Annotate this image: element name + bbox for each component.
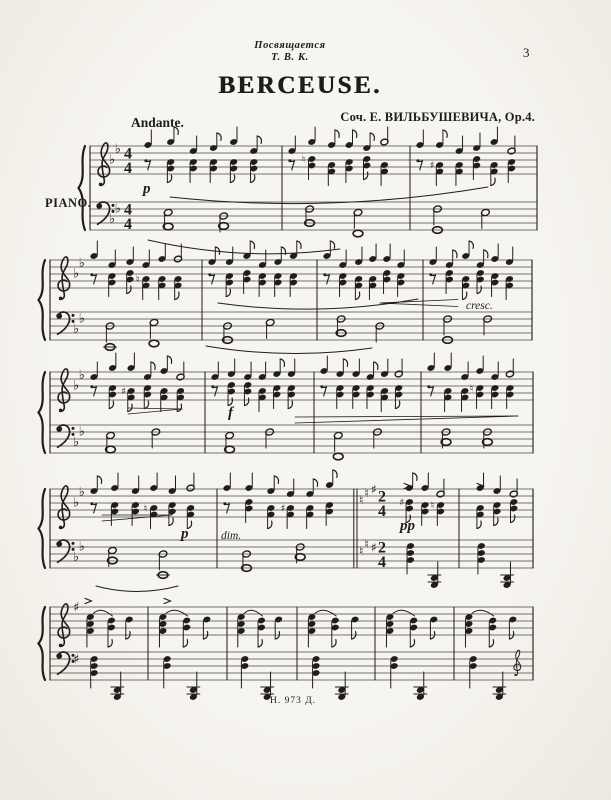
svg-text:♮: ♮ [359,544,364,558]
piano-label: PIANO. [45,196,92,210]
svg-text:♮: ♮ [364,486,369,500]
svg-text:cresc.: cresc. [466,300,493,312]
svg-text:♮: ♮ [469,383,474,395]
svg-text:♮: ♮ [136,274,140,286]
svg-text:♯: ♯ [371,482,377,497]
svg-text:♭: ♭ [78,368,85,383]
svg-text:♭: ♭ [73,435,80,450]
plate-number: Н. 973 Д. [269,696,317,706]
svg-text:dim.: dim. [221,530,242,542]
svg-text:♯: ♯ [280,503,286,515]
piece-title: BERCEUSE. [218,72,382,99]
svg-text:♭: ♭ [78,539,85,555]
svg-text:p: p [143,181,151,197]
tempo-marking: Andante. [131,115,184,130]
svg-text:♭: ♭ [73,495,80,511]
svg-text:f: f [228,405,233,421]
svg-text:4: 4 [378,503,386,520]
svg-text:♭: ♭ [78,424,85,440]
svg-text:4: 4 [124,216,132,233]
svg-text:♭: ♭ [78,485,85,500]
dedication-line2: Т. В. К. [271,51,309,63]
svg-text:♯: ♯ [73,600,80,616]
svg-text:♭: ♭ [78,311,85,327]
svg-text:♯: ♯ [121,386,126,398]
svg-text:4: 4 [378,554,386,571]
composer-credit: Соч. Е. ВИЛЬБУШЕВИЧА, Op.4. [340,110,535,124]
svg-text:♯: ♯ [371,540,377,555]
svg-text:p: p [181,526,189,542]
page-number: 3 [523,45,530,60]
svg-text:♯: ♯ [429,160,435,172]
svg-text:4: 4 [124,201,132,219]
svg-text:♯: ♯ [73,652,80,668]
dedication-line1: Посвящается [254,40,326,51]
svg-text:♯: ♯ [399,497,405,509]
svg-text:♮: ♮ [430,500,435,512]
svg-text:♭: ♭ [73,378,80,394]
svg-text:♭: ♭ [73,266,80,282]
svg-text:♭: ♭ [109,152,116,168]
svg-text:pp: pp [400,518,415,534]
svg-text:♮: ♮ [301,154,306,166]
svg-text:2: 2 [378,488,386,506]
svg-text:♭: ♭ [114,142,121,157]
svg-text:4: 4 [124,145,132,163]
svg-text:♮: ♮ [364,537,369,551]
svg-text:♭: ♭ [73,322,80,337]
svg-text:♮: ♮ [143,503,148,515]
svg-text:♭: ♭ [114,201,121,217]
svg-text:2: 2 [378,539,386,557]
svg-text:♮: ♮ [359,493,364,507]
svg-text:♭: ♭ [109,212,116,227]
svg-text:4: 4 [124,160,132,177]
svg-text:♭: ♭ [73,550,80,565]
svg-text:♭: ♭ [78,256,85,271]
